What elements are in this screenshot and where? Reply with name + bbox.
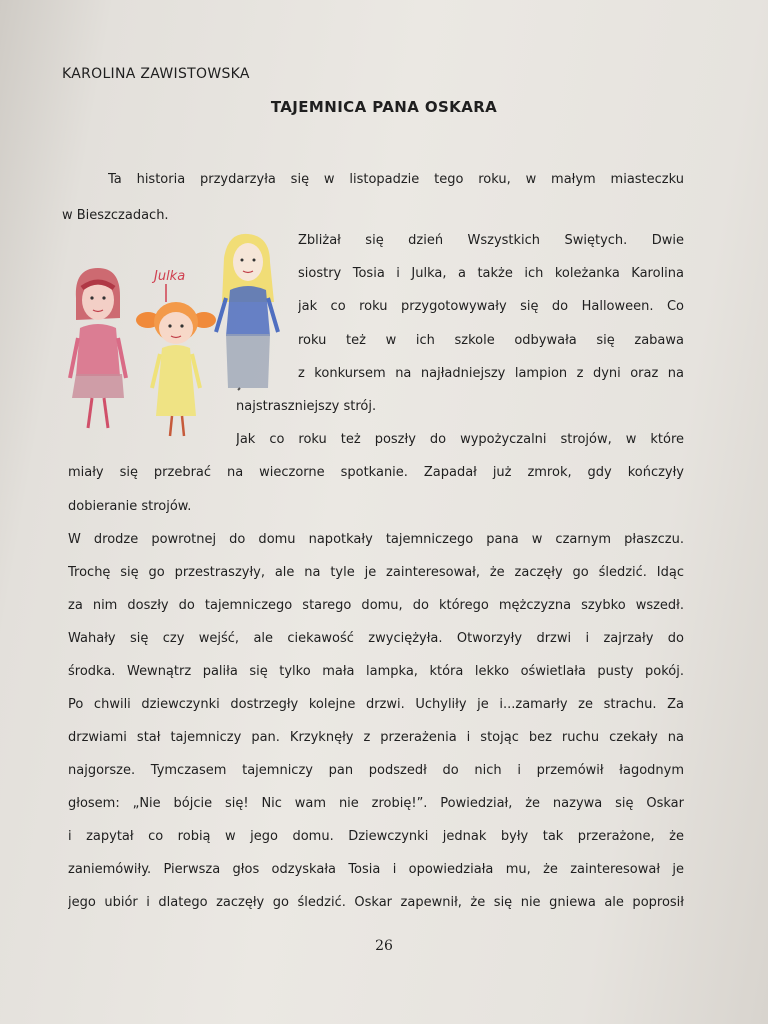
body-line-5: jak co roku przygotowywały się do Halloween. Co — [298, 299, 684, 314]
body-line-15: Wahały się czy wejść, ale ciekawość zwyciężyła. Otworzyły drzwi i zajrzały do — [68, 631, 684, 646]
body-line-2: w Bieszczadach. — [62, 208, 169, 223]
body-line-3: Zbliżał się dzień Wszystkich Świętych. Dwie — [298, 233, 684, 248]
body-line-10: miały się przebrać na wieczorne spotkanie. Zapadał już zmrok, gdy kończyły — [68, 465, 684, 480]
body-line-23: jego ubiór i dlatego zaczęły go śledzić. Oskar zapewnił, że się nie gniewa ale poprosił — [68, 895, 684, 910]
body-line-18: drzwiami stał tajemniczy pan. Krzyknęły z przerażenia i stojąc bez ruchu czekały na — [68, 730, 684, 745]
body-line-13: Trochę się go przestraszyły, ale na tyle je zainteresował, że zaczęły go śledzić. Idąc — [68, 565, 684, 580]
body-line-12: W drodze powrotnej do domu napotkały tajemniczego pana w czarnym płaszczu. — [68, 532, 684, 547]
body-line-1: Ta historia przydarzyła się w listopadzie tego roku, w małym miasteczku — [108, 172, 684, 187]
body-line-17: Po chwili dziewczynki dostrzegły kolejne drzwi. Uchyliły je i...zamarły ze strachu. Za — [68, 697, 684, 712]
body-line-16: środka. Wewnątrz paliła się tylko mała lampka, która lekko oświetlała pusty pokój. — [68, 664, 684, 679]
drawing-girl-julka — [136, 269, 216, 436]
drawing-girl-tosia — [70, 268, 126, 428]
body-line-14: za nim doszły do tajemniczego starego domu, do którego mężczyzna szybko wszedł. — [68, 598, 684, 613]
body-line-8: najstraszniejszy strój. — [236, 399, 377, 414]
story-title: TAJEMNICA PANA OSKARA — [270, 98, 498, 116]
body-line-19: najgorsze. Tymczasem tajemniczy pan podszedł do nich i przemówił łagodnym — [68, 763, 684, 778]
body-line-11: dobieranie strojów. — [68, 499, 192, 514]
body-line-22: zaniemówiły. Pierwsza głos odzyskała Tosia i opowiedziała mu, że zainteresował je — [68, 862, 684, 877]
body-line-4: siostry Tosia i Julka, a także ich koleżanka Karolina — [298, 266, 684, 281]
body-line-20: głosem: „Nie bójcie się! Nic wam nie zrobię!”. Powiedział, że nazywa się Oskar — [68, 796, 684, 811]
body-line-21: i zapytał co robią w jego domu. Dziewczynki jednak były tak przerażone, że — [68, 829, 684, 844]
author-name: KAROLINA ZAWISTOWSKA — [62, 66, 250, 82]
drawing-girl-karolina — [216, 234, 278, 390]
body-line-9: Jak co roku też poszły do wypożyczalni strojów, w które — [236, 432, 684, 447]
drawing-name-label: Julka — [154, 269, 186, 284]
page-number: 26 — [375, 938, 393, 954]
body-line-7: z konkursem na najładniejszy lampion z dyni oraz na — [298, 366, 684, 381]
body-line-6: roku też w ich szkole odbywała się zabawa — [298, 333, 684, 348]
